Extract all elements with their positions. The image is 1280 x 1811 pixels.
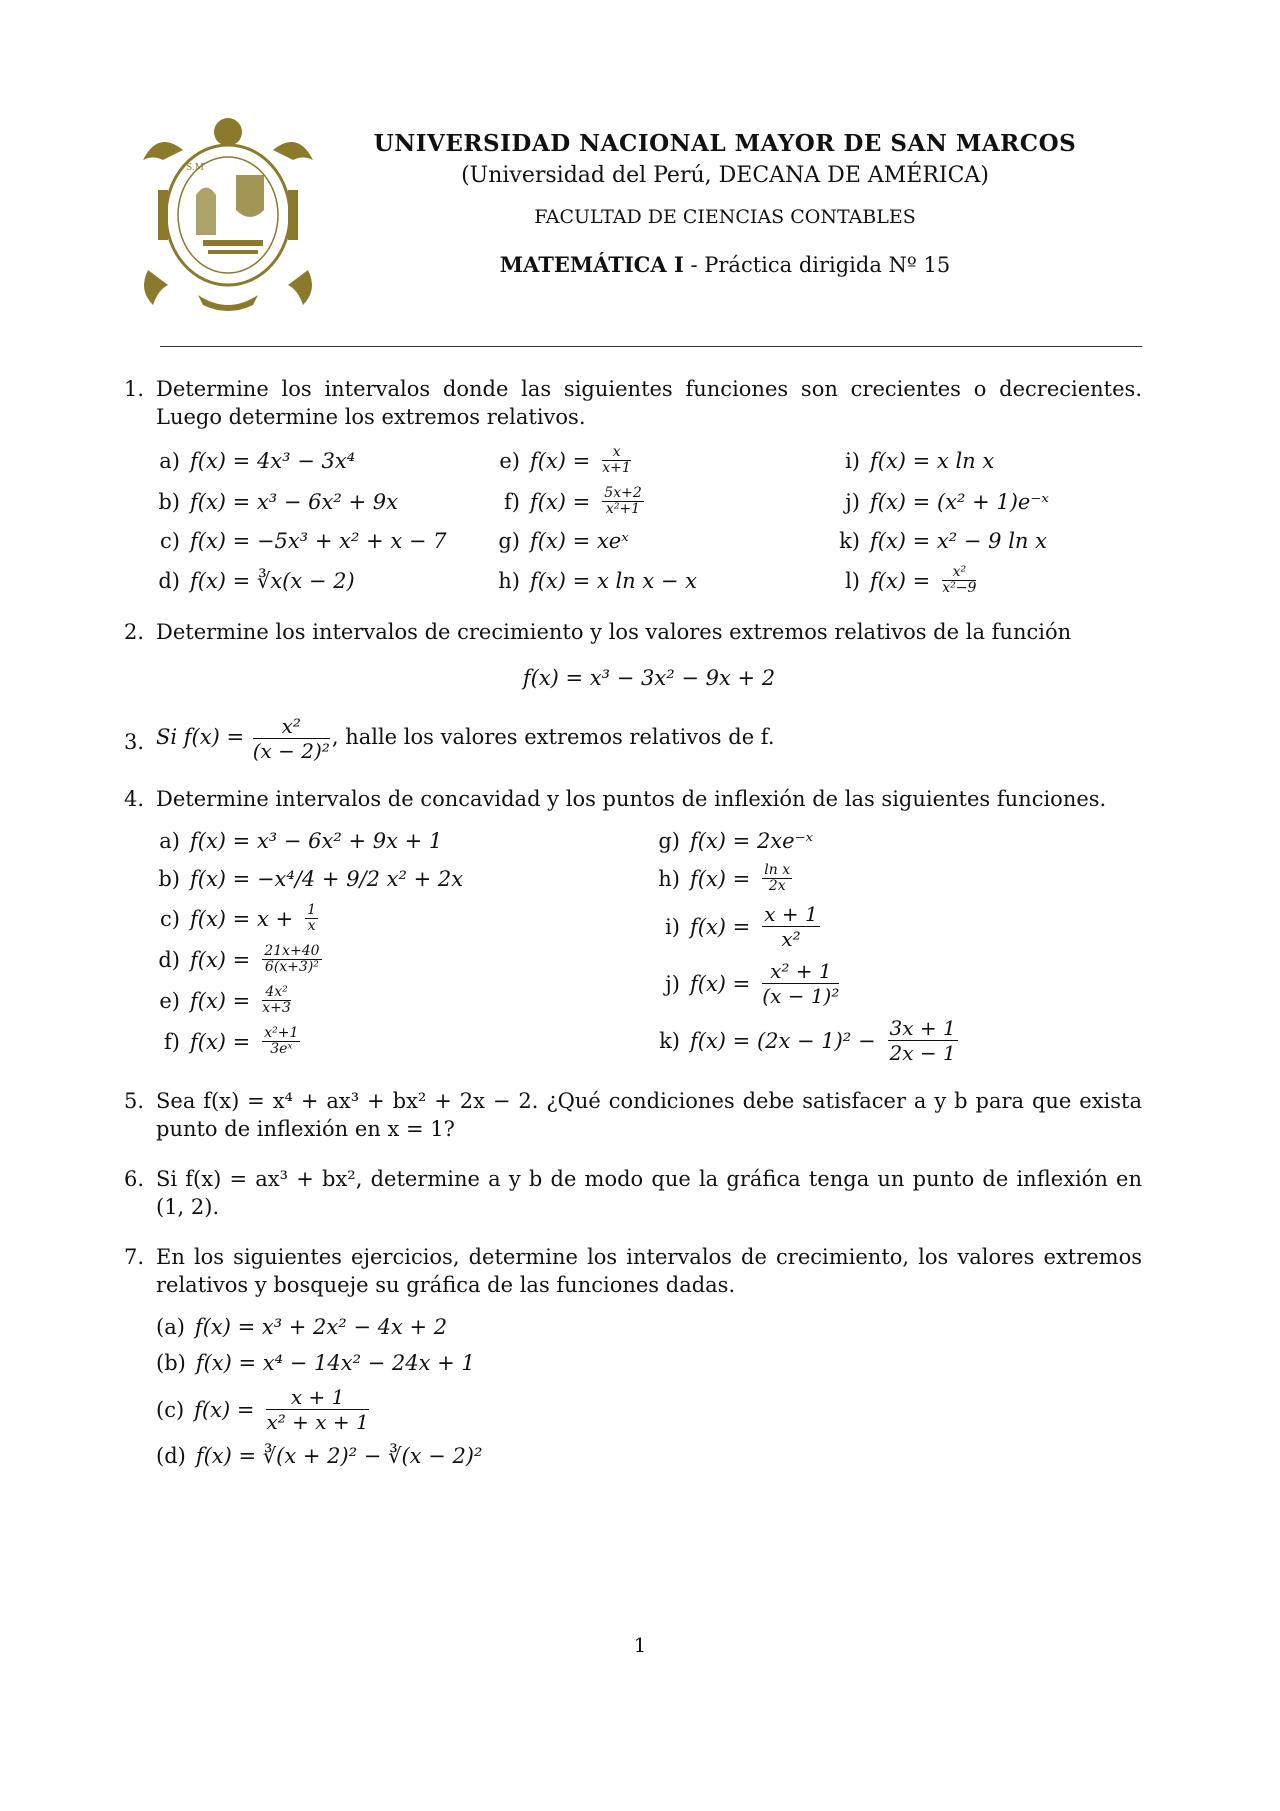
problem-text: Determine los intervalos de crecimiento y los valores extremos relativos de la función — [156, 620, 1072, 644]
list-item: c) f(x) = x + $\frac{1}{x}$ — [160, 902, 316, 934]
list-item: j) f(x) = (x² + 1)e⁻ˣ — [845, 489, 1049, 514]
list-item: d) f(x) = ∛x(x − 2) — [158, 568, 355, 593]
faculty-name: FACULTAD DE CIENCIAS CONTABLES — [534, 206, 916, 228]
display-formula: f(x) = x³ − 3x² − 9x + 2 — [522, 666, 776, 690]
list-item: g) f(x) = xeˣ — [498, 529, 629, 553]
list-item: j) f(x) = $\frac{\text{x² + 1}}{\text{(x − 1)²}}$ — [665, 959, 840, 1008]
problem-number: 4. — [124, 787, 145, 811]
problem-6 — [124, 1165, 1142, 1221]
list-item: f) f(x) = $\frac{5x+2}{\text{x²+1}}$ — [504, 485, 642, 517]
problem-number: 6. — [124, 1167, 145, 1191]
list-item: a) f(x) = 4x³ − 3x⁴ — [159, 448, 356, 473]
practice-label: - Práctica dirigida Nº 15 — [683, 253, 951, 277]
left-column — [156, 827, 656, 1065]
problem-1-items — [156, 445, 1142, 596]
university-name: UNIVERSIDAD NACIONAL MAYOR DE SAN MARCOS — [373, 130, 1077, 157]
list-item: i) f(x) = x ln x — [845, 448, 995, 473]
list-item: e) f(x) = $\frac{x}{x+1}$ — [499, 444, 631, 476]
list-item: i) f(x) = $\frac{x + 1}{\text{x²}}$ — [665, 902, 818, 951]
problem-7-items — [156, 1313, 1142, 1470]
problem-list — [124, 375, 1142, 1492]
problem-number: 2. — [124, 620, 145, 644]
problem-text: Determine intervalos de concavidad y los puntos de inflexión de las siguientes funciones. — [156, 787, 1107, 811]
problem-4 — [124, 785, 1142, 1065]
problem-text: Sea f(x) = x⁴ + ax³ + bx² + 2x − 2. ¿Qué condiciones debe satisfacer a y b para que exista punto de inflexión en x = 1? — [156, 1089, 1142, 1141]
problem-number: 3. — [124, 730, 145, 754]
problem-number: 1. — [124, 377, 145, 401]
list-item: c) f(x) = −5x³ + x² + x − 7 — [160, 529, 447, 553]
list-item: b) f(x) = x³ − 6x² + 9x — [158, 489, 398, 514]
course-title — [330, 250, 1120, 280]
list-item: h) f(x) = $\frac{\text{ln x}}{2x}$ — [658, 862, 791, 894]
problem-text: En los siguientes ejercicios, determine los intervalos de crecimiento, los valores extremos relativos y bosqueje su gráfica de las funciones dadas. — [156, 1245, 1142, 1297]
problem-5 — [124, 1087, 1142, 1143]
list-item: (c) f(x) = $\frac{x + 1}{\text{x² + x + 1}}$ — [156, 1385, 369, 1434]
right-column — [656, 827, 1116, 1065]
problem-number: 7. — [124, 1245, 145, 1269]
list-item: g) f(x) = 2xe⁻ˣ — [658, 829, 814, 853]
problem-2 — [124, 618, 1142, 692]
problem-3 — [124, 714, 1142, 763]
list-item: h) f(x) = x ln x − x — [498, 568, 698, 593]
list-item: e) f(x) = $\frac{\text{4x²}}{x+3}$ — [159, 984, 291, 1016]
document-header — [330, 128, 1120, 280]
list-item: a) f(x) = x³ − 6x² + 9x + 1 — [159, 829, 443, 853]
list-item: (b) f(x) = x⁴ − 14x² − 24x + 1 — [156, 1351, 475, 1375]
list-item: k) f(x) = (2x − 1)² − $\frac{3x + 1}{2x - 1}$ — [659, 1016, 956, 1065]
list-item: b) f(x) = −x⁴/4 + 9/2 x² + 2x — [158, 867, 464, 891]
university-subtitle: (Universidad del Perú, DECANA DE AMÉRICA) — [461, 163, 989, 188]
list-item: (a) f(x) = x³ + 2x² − 4x + 2 — [156, 1315, 448, 1339]
list-item: f) f(x) = $\frac{\text{x²+1}}{\text{3eˣ}}$ — [164, 1025, 299, 1057]
problem-1 — [124, 375, 1142, 596]
problem-number: 5. — [124, 1089, 145, 1113]
problem-4-items — [156, 827, 1142, 1065]
course-name: MATEMÁTICA I — [499, 252, 684, 277]
list-item: k) f(x) = x² − 9 ln x — [839, 529, 1047, 553]
svg-text:S.M: S.M — [186, 163, 204, 173]
problem-text: Si f(x) = $\frac{\text{x²}}{\text{(x − 2)²}}$ , halle los valores extremos relativos de f. — [156, 714, 775, 763]
problem-7 — [124, 1243, 1142, 1470]
page-number: 1 — [633, 1633, 647, 1657]
problem-text: Determine los intervalos donde las siguientes funciones son crecientes o decrecientes. Luego determine los extremos relativos. — [156, 377, 1142, 429]
problem-text: Si f(x) = ax³ + bx², determine a y b de modo que la gráfica tenga un punto de inflexión en (1, 2). — [156, 1167, 1142, 1219]
list-item: l) f(x) = $\frac{\text{x²}}{\text{x²−9}}$ — [845, 564, 977, 596]
list-item: d) f(x) = $\frac{21x+40}{\text{6(x+3)²}}$ — [158, 943, 320, 975]
header-divider — [160, 346, 1142, 347]
list-item: (d) f(x) = ∛(x + 2)² − ∛(x − 2)² — [156, 1444, 483, 1468]
university-seal-logo — [128, 110, 328, 320]
